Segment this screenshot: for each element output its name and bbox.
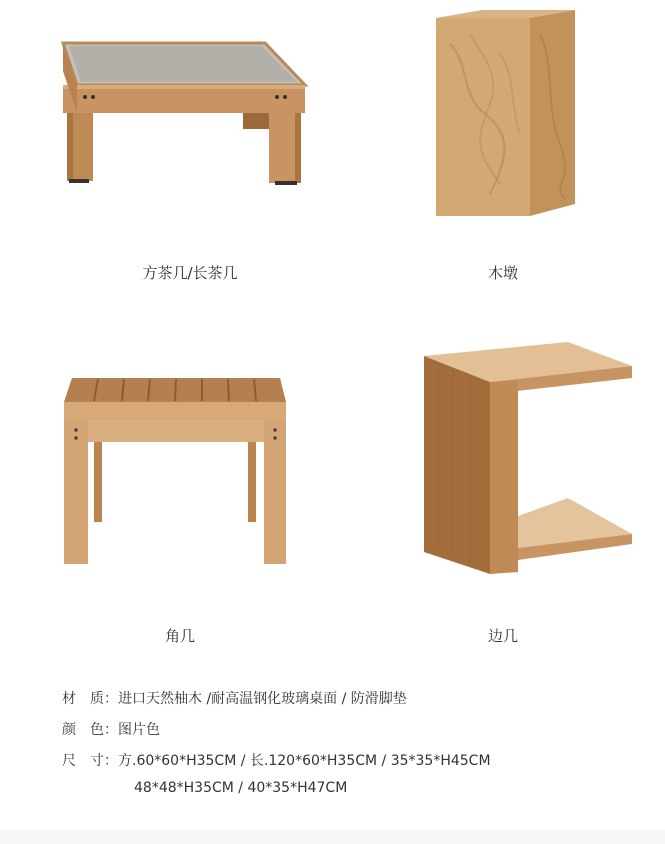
spec-color-label: 颜 色： xyxy=(62,722,118,738)
spec-material-value: 进口天然柚木 /耐高温钢化玻璃桌面 / 防滑脚垫 xyxy=(118,691,407,707)
footer-band xyxy=(0,830,665,844)
spec-material-label: 材 质： xyxy=(62,691,118,707)
spec-color xyxy=(62,719,160,739)
product-caption: 木墩 xyxy=(487,264,518,282)
spec-material xyxy=(62,688,407,708)
wood-block-stool-image xyxy=(430,4,580,219)
product-caption: 角几 xyxy=(164,627,195,645)
product-caption: 边几 xyxy=(487,627,518,645)
slatted-corner-table-image xyxy=(58,372,293,572)
c-shaped-side-table-image xyxy=(418,338,638,578)
square-coffee-table-image xyxy=(55,35,310,190)
spec-color-value: 图片色 xyxy=(118,722,160,738)
spec-size-line2: 48*48*H35CM / 40*35*H47CM xyxy=(134,780,348,796)
product-caption: 方茶几/长茶几 xyxy=(142,264,238,282)
spec-size-label: 尺 寸： xyxy=(62,753,118,769)
spec-size xyxy=(62,750,491,770)
spec-size-line1: 方.60*60*H35CM / 长.120*60*H35CM / 35*35*H45CM xyxy=(118,753,491,769)
